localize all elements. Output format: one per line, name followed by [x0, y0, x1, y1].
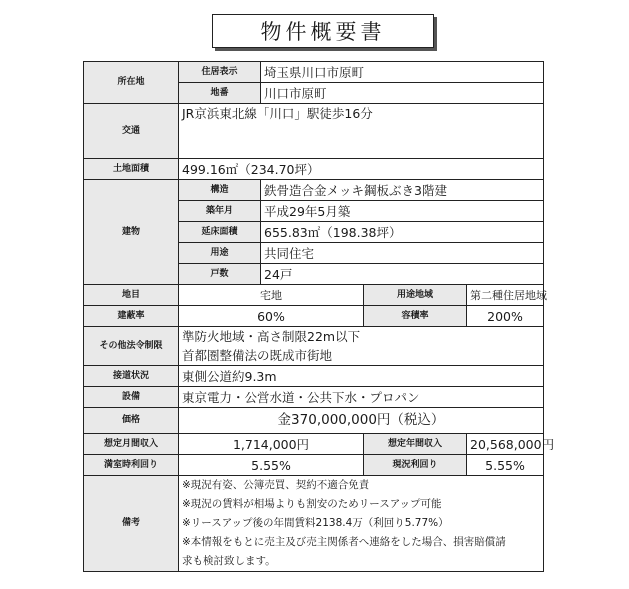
full-yield-value: 5.55%	[179, 455, 364, 476]
land-category-value: 宅地	[179, 285, 364, 306]
remark-line: 求も検討致します。	[182, 555, 276, 567]
transport-value: JR京浜東北線「川口」駅徒歩16分	[179, 104, 544, 159]
facilities-value: 東京電力・公営水道・公共下水・プロパン	[179, 387, 544, 408]
transport-label: 交通	[84, 104, 179, 159]
land-area-value: 499.16㎡（234.70坪）	[179, 159, 544, 180]
monthly-income-value: 1,714,000円	[179, 434, 364, 455]
building-structure-value: 鉄骨造合金メッキ鋼板ぶき3階建	[261, 180, 544, 201]
document-title: 物件概要書	[212, 14, 434, 48]
building-use-label: 用途	[179, 243, 261, 264]
remark-line: ※リースアップ後の年間賃料2138.4万（利回り5.77%）	[182, 517, 449, 529]
remarks-row	[84, 476, 544, 572]
zone-label: 用途地域	[364, 285, 467, 306]
road-value: 東側公道約9.3m	[179, 366, 544, 387]
building-label: 建物	[84, 180, 179, 285]
price-label: 価格	[84, 408, 179, 434]
coverage-value: 60%	[179, 306, 364, 327]
transport-row	[84, 104, 544, 159]
building-units-value: 24戸	[261, 264, 544, 285]
other-laws-row	[84, 327, 544, 366]
other-laws-line-2: 首都圏整備法の既成市街地	[182, 348, 333, 363]
land-category-row	[84, 285, 544, 306]
facilities-label: 設備	[84, 387, 179, 408]
coverage-label: 建蔽率	[84, 306, 179, 327]
yield-row	[84, 455, 544, 476]
road-row	[84, 366, 544, 387]
remark-line: ※本情報をもとに売主及び売主関係者へ連絡をした場合、損害賠償請	[182, 536, 506, 548]
building-built-value: 平成29年5月築	[261, 201, 544, 222]
location-label: 所在地	[84, 62, 179, 104]
residence-label: 住居表示	[179, 62, 261, 83]
property-summary-table	[83, 61, 555, 572]
income-row	[84, 434, 544, 455]
building-floor-area-label: 延床面積	[179, 222, 261, 243]
building-floor-area-value: 655.83㎡（198.38坪）	[261, 222, 544, 243]
lot-label: 地番	[179, 83, 261, 104]
annual-income-value: 20,568,000円	[467, 434, 544, 455]
remarks-value	[179, 476, 544, 572]
lot-value: 川口市原町	[261, 83, 544, 104]
building-built-label: 築年月	[179, 201, 261, 222]
price-row	[84, 408, 544, 434]
other-laws-line-1: 準防火地域・高さ制限22m以下	[182, 329, 361, 344]
residence-value: 埼玉県川口市原町	[261, 62, 544, 83]
other-laws-value	[179, 327, 544, 366]
remark-line: ※現況有姿、公簿売買、契約不適合免責	[182, 479, 370, 491]
facilities-row	[84, 387, 544, 408]
full-yield-label: 満室時利回り	[84, 455, 179, 476]
current-yield-value: 5.55%	[467, 455, 544, 476]
location-row-residence	[84, 62, 544, 83]
zone-value: 第二種住居地域	[467, 285, 544, 306]
monthly-income-label: 想定月間収入	[84, 434, 179, 455]
land-area-label: 土地面積	[84, 159, 179, 180]
current-yield-label: 現況利回り	[364, 455, 467, 476]
coverage-row	[84, 306, 544, 327]
land-category-label: 地目	[84, 285, 179, 306]
land-area-row	[84, 159, 544, 180]
building-use-value: 共同住宅	[261, 243, 544, 264]
remark-line: ※現況の賃料が相場よりも割安のためリースアップ可能	[182, 498, 442, 510]
building-row-structure	[84, 180, 544, 201]
other-laws-label: その他法令制限	[84, 327, 179, 366]
far-label: 容積率	[364, 306, 467, 327]
building-structure-label: 構造	[179, 180, 261, 201]
road-label: 接道状況	[84, 366, 179, 387]
far-value: 200%	[467, 306, 544, 327]
remarks-label: 備考	[84, 476, 179, 572]
price-value: 金370,000,000円（税込）	[179, 408, 544, 434]
annual-income-label: 想定年間収入	[364, 434, 467, 455]
building-units-label: 戸数	[179, 264, 261, 285]
